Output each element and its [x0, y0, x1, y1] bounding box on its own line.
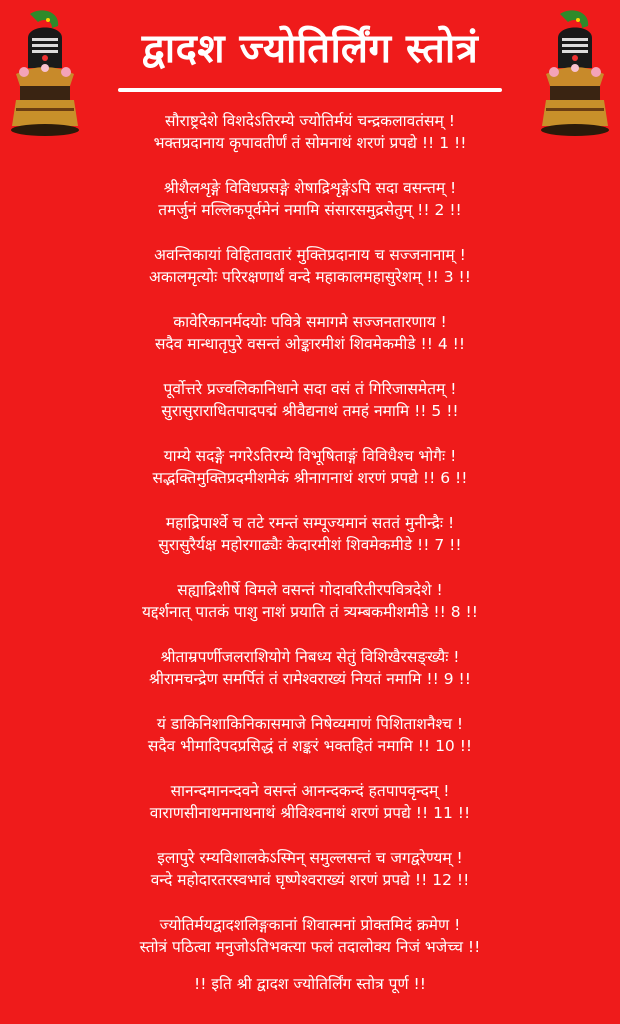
verse-10	[0, 713, 620, 780]
verse-line: सह्याद्रिशीर्षे विमले वसन्तं गोदावरितीरपवित्रदेशे !	[177, 581, 443, 599]
verse-line: सदैव भीमादिपदप्रसिद्धं तं शङ्करं भक्तहितं नमामि !! 10 !!	[147, 737, 473, 755]
verse-3	[0, 244, 620, 311]
verse-line: सदैव मान्धातृपुरे वसन्तं ओङ्कारमीशं शिवमेकमीडे !! 4 !!	[154, 335, 466, 353]
verse-line: भक्तप्रदानाय कृपावतीर्णं तं सोमनाथं शरणं प्रपद्ये !! 1 !!	[153, 134, 467, 152]
verse-line: अकालमृत्योः परिरक्षणार्थं वन्दे महाकालमहासुरेशम् !! 3 !!	[149, 268, 471, 286]
verse-line: श्रीरामचन्द्रेण समर्पितं तं रामेश्वराख्यं नियतं नमामि !! 9 !!	[149, 670, 471, 688]
verse-5	[0, 378, 620, 445]
verse-line: पूर्वोत्तरे प्रज्वलिकानिधाने सदा वसं तं गिरिजासमेतम् !	[163, 380, 457, 398]
verse-4	[0, 311, 620, 378]
verse-line: सुरासुरैर्यक्ष महोरगाढ्यैः केदारमीशं शिवमेकमीडे !! 7 !!	[158, 536, 462, 554]
verse-12	[0, 847, 620, 914]
verse-11	[0, 780, 620, 847]
verse-7	[0, 512, 620, 579]
verse-line: श्रीताम्रपर्णीजलराशियोगे निबध्य सेतुं विशिखैरसङ्ख्यैः !	[160, 648, 460, 666]
verse-9	[0, 646, 620, 713]
verse-line: अवन्तिकायां विहितावतारं मुक्तिप्रदानाय च सज्जनानाम् !	[154, 246, 466, 264]
page-title: द्वादश ज्योतिर्लिंग स्तोत्रं	[141, 26, 479, 72]
verse-line: वाराणसीनाथमनाथनाथं श्रीविश्वनाथं शरणं प्रपद्ये !! 11 !!	[149, 804, 471, 822]
verse-line: सुरासुराराधितपादपद्मं श्रीवैद्यनाथं तमहं नमामि !! 5 !!	[161, 402, 459, 420]
verse-line: सानन्दमानन्दवने वसन्तं आनन्दकन्दं हतपापवृन्दम् !	[170, 782, 450, 800]
verse-line: याम्ये सदङ्गे नगरेऽतिरम्ये विभूषिताङ्गं विविधैश्च भोगैः !	[163, 447, 457, 465]
verse-line: यद्दर्शनात् पातकं पाशु नाशं प्रयाति तं त्र्यम्बकमीशमीडे !! 8 !!	[142, 603, 478, 621]
verse-line: स्तोत्रं पठित्वा मनुजोऽतिभक्त्या फलं तदालोक्य निजं भजेच्च !!	[139, 938, 481, 956]
verse-line: इलापुरे रम्यविशालकेऽस्मिन् समुल्लसन्तं च जगद्वरेण्यम् !	[157, 849, 463, 867]
verse-line: वन्दे महोदारतरस्वभावं घृष्णेश्वराख्यं शरणं प्रपद्ये !! 12 !!	[150, 871, 470, 889]
verse-line: श्रीशैलशृङ्गे विविधप्रसङ्गे शेषाद्रिशृङ्गेऽपि सदा वसन्तम् !	[163, 179, 457, 197]
verse-line: महाद्रिपार्श्वे च तटे रमन्तं सम्पूज्यमानं सततं मुनीन्द्रैः !	[165, 514, 455, 532]
verse-list	[0, 110, 620, 981]
verse-8	[0, 579, 620, 646]
title-underline	[118, 88, 502, 92]
verse-line: तमर्जुनं मल्लिकपूर्वमेनं नमामि संसारसमुद्रसेतुम् !! 2 !!	[158, 201, 462, 219]
verse-2	[0, 177, 620, 244]
closing-line: !! इति श्री द्वादश ज्योतिर्लिंग स्तोत्र पूर्ण !!	[194, 975, 426, 993]
verse-line: सौराष्ट्रदेशे विशदेऽतिरम्ये ज्योतिर्मयं चन्द्रकलावतंसम् !	[165, 112, 455, 130]
verse-line: कावेरिकानर्मदयोः पवित्रे समागमे सज्जनतारणाय !	[173, 313, 447, 331]
verse-phalashruti	[0, 914, 620, 981]
verse-line: ज्योतिर्मयद्वादशलिङ्गकानां शिवात्मनां प्रोक्तमिदं क्रमेण !	[159, 916, 461, 934]
verse-6	[0, 445, 620, 512]
verse-1	[0, 110, 620, 177]
verse-line: यं डाकिनिशाकिनिकासमाजे निषेव्यमाणं पिशिताशनैश्च !	[156, 715, 464, 733]
verse-line: सद्भक्तिमुक्तिप्रदमीशमेकं श्रीनागनाथं शरणं प्रपद्ये !! 6 !!	[152, 469, 468, 487]
